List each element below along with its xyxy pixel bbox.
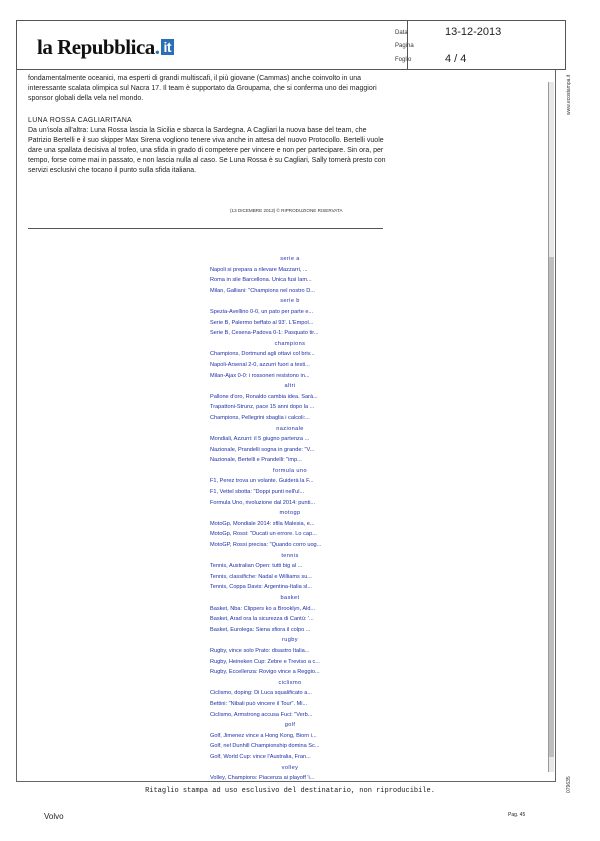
article-body	[28, 74, 388, 188]
side-code-text: 079635	[566, 776, 572, 793]
news-link[interactable]: Milan, Galliani: "Champions nel nostro D...	[210, 287, 315, 294]
news-link[interactable]: Tennis, Coppa Davis: Argentina-Italia sl...	[210, 584, 312, 591]
divider	[28, 228, 383, 229]
news-link[interactable]: Volley, Champions: Piacenza ai playoff 'i...	[210, 775, 315, 782]
sheet-label: Foglio	[395, 57, 412, 63]
news-link[interactable]: Basket, Arad ora la sicurezza di Cantù: '...	[210, 616, 314, 623]
category-heading: basket	[280, 595, 300, 601]
category-heading: volley	[281, 764, 299, 771]
news-link[interactable]: Basket, Eurolega: Siena sfiora il colpo ...	[210, 626, 311, 633]
date-label: Data	[395, 30, 408, 36]
news-link[interactable]: Nazionale, Bertelli e Prandelli: "imp...	[210, 457, 302, 464]
date-value: 13-12-2013	[445, 26, 502, 38]
news-link[interactable]: F1, Perez trova un volante. Guiderà la F...	[210, 478, 314, 485]
category-heading: champions	[274, 340, 306, 347]
news-link[interactable]: Golf, World Cup: vince l'Australia, Fran...	[210, 753, 311, 760]
news-link[interactable]: Formula Uno, rivoluzione dal 2014: punti...	[210, 499, 316, 506]
news-link[interactable]: Roma in sile Barcellona. Unica fusi lam...	[210, 277, 312, 284]
category-heading: serie b	[280, 298, 300, 305]
news-link[interactable]: Serie B, Cesena-Padova 0-1: Pasquato tir...	[210, 330, 319, 337]
logo-dot: .	[154, 35, 160, 59]
news-link[interactable]: Tennis, Australian Open: tutti big al ...	[210, 563, 303, 570]
related-links-list	[210, 254, 370, 784]
article-paragraph: Da un'isola all'altra: Luna Rossa lascia la Sicilia e sbarca la Sardegna. A Cagliari la nuova base del team, che Patrizio Bertelli e il suo skipper Max Sirena vogliono tenere viva anche in attesa del nuovo Protocollo. Bertelli vuole dare una spallata decisiva al trofeo, una sfida in grado di competere per vincere e non per partecipare. Sin ora, per tempo, forse come mai in passato, e non lascia nulla al caso. Se Luna Rossa è su Cagliari, Sally tornerà presto con servizi esclusivi che tocano il punto sulla sfida italiana.	[28, 127, 386, 174]
news-link[interactable]: Champions, Dortmund agli ottavi col briv...	[210, 351, 315, 358]
news-link[interactable]: Golf, nel Dunhill Championship domina Sc...	[210, 743, 320, 750]
news-link[interactable]: Basket, Nba: Clippers ko a Brooklyn, Ald...	[210, 605, 316, 612]
category-heading: golf	[284, 722, 296, 729]
news-link[interactable]: Milan-Ajax 0-0: i rossoneri resistono in...	[210, 372, 310, 379]
news-link[interactable]: Napoli si prepara a rilevare Mazzarri, ...	[210, 266, 308, 273]
copyright-note: (13 DICEMBRE 2013) © RIPRODUZIONE RISERVATA	[230, 208, 343, 213]
news-link[interactable]: Nazionale, Prandelli sogna in grande: "V...	[210, 446, 315, 453]
news-link[interactable]: F1, Vettel sbotta: "Doppi punti nell'ul...	[210, 489, 305, 496]
news-link[interactable]: Trapattoni-Strunz, pace 15 anni dopo la ...	[210, 404, 315, 411]
news-link[interactable]: Ciclismo, Armstrong accusa Fuci: "Verb...	[210, 711, 313, 718]
scrollbar-thumb[interactable]	[549, 257, 554, 757]
brand-name: Volvo	[44, 812, 64, 821]
category-heading: rugby	[282, 637, 298, 644]
category-heading: tennis	[281, 552, 299, 559]
category-heading: altri	[284, 383, 296, 390]
logo-text: la Repubblica	[37, 35, 155, 59]
news-link[interactable]: Pallone d'oro, Ronaldo cambia idea. Sarà...	[210, 393, 318, 400]
news-link[interactable]: Bettini: "Nibali può vincere il Tour". Mi...	[210, 700, 308, 707]
logo-it-badge: it	[161, 39, 175, 55]
news-link[interactable]: Serie B, Palermo beffato al 93'. L'Empol...	[210, 319, 314, 326]
site-logo[interactable]	[37, 35, 174, 60]
scrollbar[interactable]	[548, 82, 554, 772]
news-link[interactable]: Rugby, Eccellenza: Rovigo vince a Reggio...	[210, 669, 320, 676]
category-heading: formula uno	[273, 467, 307, 474]
news-link[interactable]: Tennis, classifiche: Nadal e Williams su...	[210, 573, 312, 580]
news-link[interactable]: MotoGp, Rossi: "Ducati un errore. Lo cap...	[210, 531, 317, 538]
page-label: Pagina	[395, 43, 414, 49]
sheet-value: 4 / 4	[445, 53, 467, 65]
news-link[interactable]: Rugby, vince solo Prato: disastro Italia...	[210, 647, 310, 654]
news-link[interactable]: MotoGp, Mondiale 2014: sfila Malesia, e...	[210, 520, 315, 527]
news-link[interactable]: Mondiali, Azzurri: il 5 giugno partenza ...	[210, 436, 310, 443]
news-link[interactable]: Spezia-Avellino 0-0, un pato per parte e...	[210, 308, 314, 315]
reproduction-notice: Ritaglio stampa ad uso esclusivo del destinatario, non riproducibile.	[145, 787, 435, 795]
news-link[interactable]: MotoGP, Rossi precisa: "Quando corro uog...	[210, 542, 322, 549]
category-heading: ciclismo	[278, 679, 302, 686]
logo-area	[17, 21, 408, 69]
news-link[interactable]: Champions, Pellegrini sbaglia i calcoli:...	[210, 414, 310, 421]
section-heading: LUNA ROSSA CAGLIARITANA	[28, 117, 133, 124]
page-number: Pag. 45	[508, 812, 526, 818]
news-link[interactable]: Napoli-Arsenal 2-0, azzurri fuori a testi...	[210, 361, 310, 368]
news-link[interactable]: Ciclismo, doping: Di Luca squalificato a...	[210, 690, 312, 697]
news-link[interactable]: Golf, Jimenez vince a Hong Kong, Biorn i...	[210, 732, 317, 739]
category-heading: motogp	[279, 510, 301, 517]
article-paragraph: fondamentalmente oceanici, ma esperti di grandi multiscafi, il più giovane (Cammas) anche coinvolto in una interessante scalata olimpica sul Nacra 17. Il team è supportato da Groupama, che si conferma uno dei maggiori sponsor globali della vela nel mondo.	[28, 75, 377, 102]
category-heading: serie a	[280, 256, 300, 262]
side-url-text: www.ecostampa.it	[566, 74, 572, 115]
category-heading: nazionale	[276, 425, 304, 432]
news-link[interactable]: Rugby, Heineken Cup: Zebre e Treviso a c...	[210, 658, 320, 665]
